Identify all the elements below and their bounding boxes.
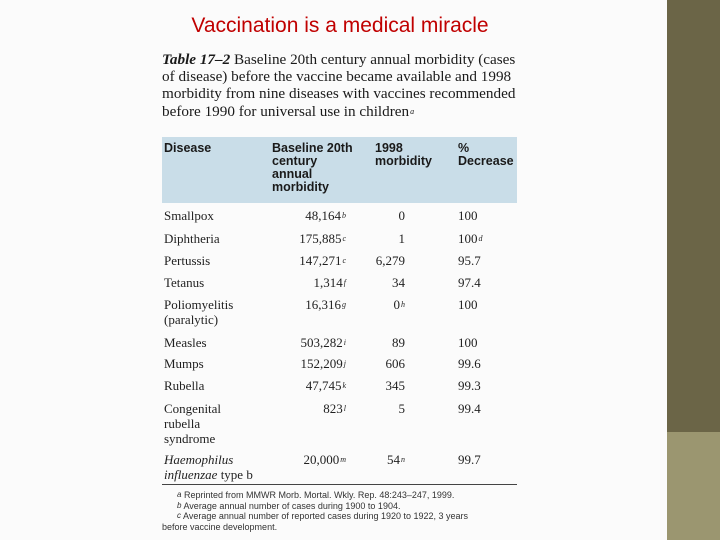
cell-baseline: 16,316$^g$: [305, 297, 346, 312]
cell-disease: Haemophilus influenzae type b: [164, 452, 253, 482]
footnotes: [162, 490, 522, 532]
cell-1998-morbidity: 0: [398, 208, 405, 223]
footnote-c: $^c$ Average annual number of reported cases during 1920 to 1922, 3 years before vaccine development.: [162, 511, 469, 532]
cell-baseline: 147,271$^c$: [299, 253, 346, 268]
cell-percent-decrease: 100: [458, 335, 478, 350]
cell-1998-morbidity: 34: [392, 275, 405, 290]
cell-percent-decrease: 100$^d$: [458, 231, 483, 246]
cell-1998-morbidity: 6,279: [375, 253, 405, 268]
cell-1998-morbidity: 5: [398, 401, 405, 416]
decorative-side-band-accent: [667, 432, 720, 540]
table-row: [162, 253, 517, 271]
cell-percent-decrease: 99.7: [458, 452, 481, 467]
cell-disease: Congenital rubella syndrome: [164, 401, 222, 446]
table-number: Table 17–2: [162, 51, 231, 68]
cell-1998-morbidity: 54$^n$: [387, 452, 405, 467]
table-row: [162, 401, 517, 447]
cell-baseline: 175,885$^c$: [299, 231, 346, 246]
cell-baseline: 152,209$^j$: [300, 356, 346, 371]
cell-baseline: 48,164$^b$: [305, 208, 346, 223]
table-row: [162, 208, 517, 226]
cell-1998-morbidity: 0$^h$: [393, 297, 405, 312]
header-disease: Disease: [164, 141, 212, 155]
cell-baseline: 47,745$^k$: [305, 378, 346, 393]
table-row: [162, 297, 517, 331]
footnote-b: $^b$ Average annual number of cases during 1900 to 1904.: [177, 500, 401, 511]
cell-disease: Diphtheria: [164, 231, 220, 246]
cell-disease: Mumps: [164, 356, 204, 371]
header-1998-morbidity: 1998 morbidity: [375, 141, 432, 168]
cell-percent-decrease: 97.4: [458, 275, 481, 290]
cell-percent-decrease: 99.4: [458, 401, 481, 416]
table-row: [162, 356, 517, 374]
slide-title: Vaccination is a medical miracle: [191, 14, 489, 37]
table-row: [162, 452, 517, 482]
cell-disease: Smallpox: [164, 208, 214, 223]
table-row: [162, 335, 517, 353]
footnote-a: $^a$ Reprinted from MMWR Morb. Mortal. Wkly. Rep. 48:243–247, 1999.: [177, 490, 455, 500]
cell-1998-morbidity: 606: [385, 356, 405, 371]
decorative-side-band: [667, 0, 720, 432]
cell-1998-morbidity: 1: [398, 231, 405, 246]
cell-1998-morbidity: 89: [392, 335, 405, 350]
cell-1998-morbidity: 345: [385, 378, 405, 393]
table-caption-text: Baseline 20th century annual morbidity (cases of disease) before the vaccine became available and 1998 morbidity from nine diseases with vaccines recommended before 1990 for universal use in children: [162, 51, 516, 120]
table-row: [162, 231, 517, 249]
morbidity-table: [162, 137, 517, 523]
table-caption: [162, 51, 522, 120]
cell-percent-decrease: 100: [458, 208, 478, 223]
cell-disease: Tetanus: [164, 275, 205, 290]
cell-percent-decrease: 95.7: [458, 253, 481, 268]
cell-disease: Pertussis: [164, 253, 211, 268]
cell-baseline: 503,282$^i$: [300, 335, 346, 350]
cell-percent-decrease: 99.6: [458, 356, 481, 371]
table-row: [162, 378, 517, 396]
cell-baseline: 823$^l$: [323, 401, 346, 416]
table-body: [162, 203, 517, 523]
cell-baseline: 20,000$^m$: [303, 452, 346, 467]
cell-disease: Rubella: [164, 378, 205, 393]
header-percent-decrease: % Decrease: [458, 141, 514, 168]
table-header: [162, 137, 517, 203]
cell-baseline: 1,314$^f$: [313, 275, 346, 290]
cell-disease: Poliomyelitis (paralytic): [164, 297, 234, 327]
header-baseline: Baseline 20th century annual morbidity: [272, 141, 353, 194]
table-row: [162, 275, 517, 293]
cell-disease: Measles: [164, 335, 207, 350]
caption-footnote-mark: a: [410, 106, 415, 116]
cell-percent-decrease: 100: [458, 297, 478, 312]
footnote-divider: [162, 484, 517, 485]
cell-percent-decrease: 99.3: [458, 378, 481, 393]
